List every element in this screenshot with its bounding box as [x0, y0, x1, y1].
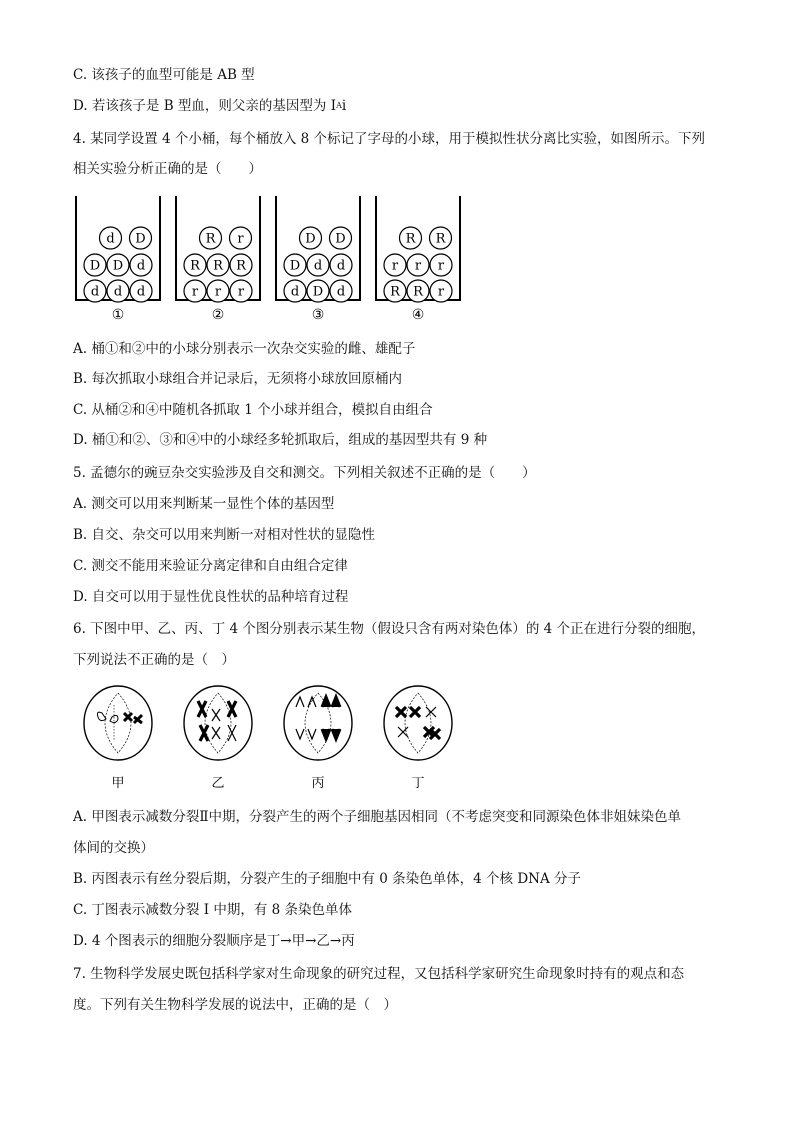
q7-stem-line1: 7. 生物科学发展史既包括科学家对生命现象的研究过程，又包括科学家研究生命现象时持有的观点和态: [73, 966, 685, 982]
ball-letter: D: [335, 231, 346, 247]
q5-option-a: A. 测交可以用来判断某一显性个体的基因型: [73, 496, 335, 512]
chromosome: [322, 729, 340, 739]
spindle: [105, 693, 131, 753]
bucket-figure: [70, 190, 470, 325]
ball-letter: r: [414, 258, 422, 274]
cell-yi: [184, 686, 252, 760]
ball-letter: r: [437, 284, 445, 300]
ball-letter: D: [289, 258, 301, 274]
ball-letter: R: [205, 231, 216, 247]
ball-letter: r: [391, 258, 399, 274]
chromosome: [296, 697, 316, 707]
q5-option-c: C. 测交不能用来验证分离定律和自由组合定律: [73, 558, 348, 574]
q7-stem-line2: 度。下列有关生物科学发展的说法中，正确的是（ ）: [73, 997, 397, 1013]
q4-option-a: A. 桶①和②中的小球分别表示一次杂交实验的雌、雄配子: [73, 341, 416, 357]
q4-option-c: C. 从桶②和④中随机各抓取 1 个小球并组合，模拟自由组合: [73, 402, 433, 418]
ball-letter: r: [437, 258, 445, 274]
ball-letter: d: [336, 284, 346, 300]
ball-letter: R: [236, 258, 246, 274]
ball-letter: d: [106, 231, 115, 247]
ball-letter: D: [305, 231, 316, 247]
cell-bing: [284, 686, 352, 760]
q6-option-a-line2: 体间的交换）: [73, 840, 154, 856]
bucket: [176, 196, 260, 323]
ball-letter: r: [237, 231, 244, 247]
bucket-label: ①: [111, 307, 125, 323]
ball-letter: d: [136, 258, 146, 274]
bucket: [376, 196, 460, 323]
q4-stem-line2: 相关实验分析正确的是（ ）: [73, 161, 262, 177]
bucket-label: ②: [211, 307, 225, 323]
cell-jia: [84, 686, 152, 760]
q4-option-d: D. 桶①和②、③和④中的小球经多轮抓取后，组成的基因型共有 9 种: [73, 432, 488, 448]
q5-option-d: D. 自交可以用于显性优良性状的品种培育过程: [73, 589, 349, 605]
chromosome: [228, 701, 236, 717]
q6-stem-line2: 下列说法不正确的是（ ）: [73, 652, 235, 668]
ball-letter: r: [237, 284, 245, 300]
q4-stem-line1: 4. 某同学设置 4 个小桶，每个桶放入 8 个标记了字母的小球，用于模拟性状分离比实验，如图所示。下列: [73, 131, 706, 147]
ball-letter: r: [214, 284, 222, 300]
ball-letter: D: [112, 258, 124, 274]
ball-letter: d: [113, 284, 123, 300]
ball-letter: D: [89, 258, 101, 274]
chromosome: [212, 709, 220, 739]
ball-letter: R: [413, 284, 423, 300]
ball-letter: d: [313, 258, 323, 274]
q5-stem: 5. 孟德尔的豌豆杂交实验涉及自交和测交。下列相关叙述不正确的是（ ）: [73, 465, 536, 481]
ball-letter: d: [90, 284, 100, 300]
chromosome: [124, 713, 142, 723]
ball-letter: R: [190, 258, 200, 274]
cell-membrane: [384, 686, 452, 760]
q4-option-b: B. 每次抓取小球组合并记录后，无须将小球放回原桶内: [73, 371, 403, 387]
cell-division-figure: [70, 683, 470, 798]
bucket-label: ③: [311, 307, 325, 323]
ball-letter: d: [136, 284, 146, 300]
chromosome: [322, 697, 340, 707]
spindle: [405, 693, 431, 753]
q3-option-d: D. 若该孩子是 B 型血，则父亲的基因型为 $I^Ai$: [73, 98, 347, 114]
ball-letter: R: [405, 231, 416, 247]
q6-stem-line1: 6. 下图中甲、乙、丙、丁 4 个图分别表示某生物（假设只含有两对染色体）的 4 个正在进行分裂的细胞，: [73, 621, 706, 637]
ball-letter: r: [191, 284, 199, 300]
chromosome: [396, 707, 420, 717]
cell-membrane: [184, 686, 252, 760]
q6-option-d: D. 4 个图表示的细胞分裂顺序是丁→甲→乙→丙: [73, 933, 355, 949]
ball-letter: R: [435, 231, 446, 247]
cell-membrane: [284, 686, 352, 760]
q5-option-b: B. 自交、杂交可以用来判断一对相对性状的显隐性: [73, 527, 376, 543]
ball-letter: d: [290, 284, 300, 300]
chromosome: [98, 712, 119, 723]
chromosome: [424, 727, 440, 739]
ball-letter: D: [135, 231, 146, 247]
ball-letter: d: [336, 258, 346, 274]
q3-option-c: C. 该孩子的血型可能是 AB 型: [73, 67, 255, 83]
bucket-label: ④: [411, 307, 425, 323]
ball-letter: R: [390, 284, 400, 300]
cell-label: 甲: [111, 776, 125, 791]
cell-label: 丙: [311, 776, 325, 791]
cell-label: 乙: [211, 776, 225, 791]
bucket: [76, 196, 160, 323]
q6-option-c: C. 丁图表示减数分裂 I 中期，有 8 条染色单体: [73, 902, 353, 918]
cell-ding: [384, 686, 452, 760]
chromosome: [426, 707, 436, 717]
chromosome: [198, 701, 208, 741]
q6-option-b: B. 丙图表示有丝分裂后期，分裂产生的子细胞中有 0 条染色单体，4 个核 DNA 分子: [73, 871, 582, 887]
q6-option-a-line1: A. 甲图表示减数分裂Ⅱ中期，分裂产生的两个子细胞基因相同（不考虑突变和同源染色体非姐妹染色单: [73, 809, 682, 825]
cell-label: 丁: [411, 776, 425, 791]
chromosome: [398, 727, 408, 737]
ball-letter: R: [213, 258, 223, 274]
ball-letter: D: [312, 284, 324, 300]
bucket: [276, 196, 360, 323]
